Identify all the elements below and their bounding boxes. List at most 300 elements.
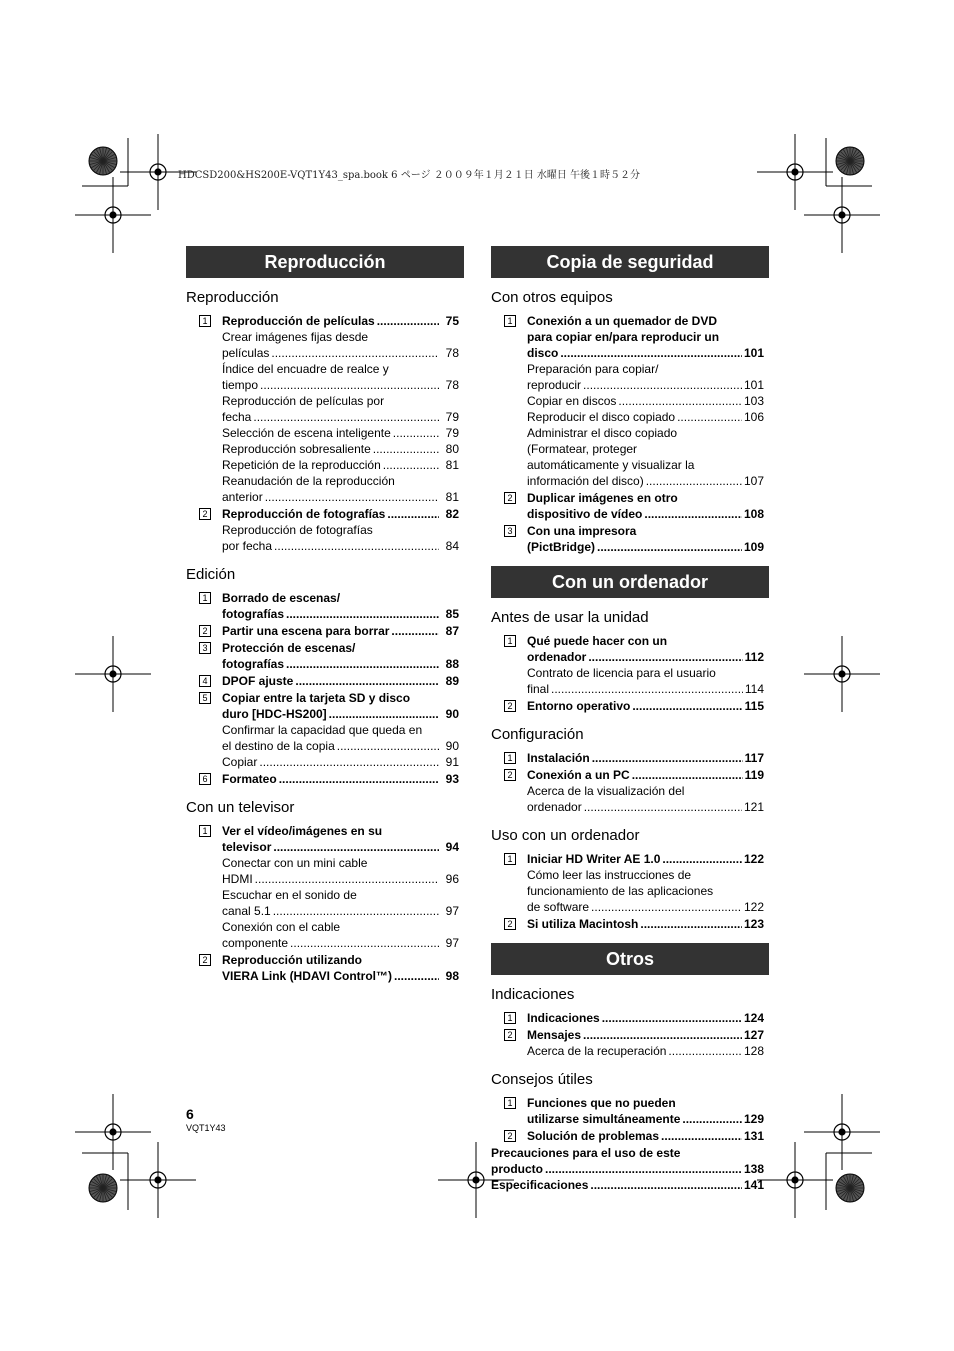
dot-leader [545,1161,742,1177]
toc-entry [186,473,464,489]
toc-entry-title: Preparación para copiar/ [527,362,659,376]
toc-entry-title: reproducir [527,378,582,392]
toc-entry-page: 96 [445,872,459,886]
dot-leader [273,903,439,919]
toc-entry-page: 101 [743,378,764,392]
toc-entry[interactable] [186,839,464,855]
toc-entry-title: Contrato de licencia para el usuario [527,666,716,680]
toc-entry[interactable] [491,851,769,867]
toc-entry-title: Escuchar en el sonido de [222,888,357,902]
toc-entry-title: Con una impresora [527,524,637,538]
dot-leader [640,916,742,932]
dot-leader [602,1010,742,1026]
toc-group [491,750,769,766]
toc-entry-title: Acerca de la visualización del [527,784,685,798]
toc-entry-title: fotografías [222,657,285,671]
toc-entry [186,640,464,656]
toc-entry [186,522,464,538]
dot-leader [583,377,742,393]
toc-entry-page: 114 [744,682,764,696]
item-number-box: 2 [504,1029,516,1041]
item-number-box: 2 [504,700,516,712]
toc-group [491,1027,769,1059]
toc-entry[interactable] [186,313,464,329]
toc-entry-title: ordenador [527,650,587,664]
dot-leader [588,649,742,665]
toc-entry-title: VIERA Link (HDAVI Control™) [222,969,392,983]
toc-entry[interactable] [491,681,769,697]
toc-group [186,640,464,672]
toc-entry-title: Acerca de la recuperación [527,1044,667,1058]
toc-entry-title: automáticamente y visualizar la [527,458,695,472]
toc-entry-title: Copiar entre la tarjeta SD y disco [222,691,411,705]
toc-entry-title: Reproducción de fotografías [222,507,386,521]
toc-entry [491,523,769,539]
toc-entry-page: 88 [445,657,459,671]
toc-entry-title: tiempo [222,378,259,392]
toc-entry[interactable] [491,1177,769,1193]
toc-entry-title: producto [491,1162,543,1176]
toc-entry-title: Crear imágenes fijas desde [222,330,369,344]
toc-entry[interactable] [186,409,464,425]
toc-entry-page: 124 [743,1011,764,1025]
dot-leader [329,706,439,722]
dot-leader [265,489,439,505]
toc-entry-page: 129 [743,1112,764,1126]
toc-group [186,590,464,622]
toc-group [491,1128,769,1144]
toc-entry-page: 94 [445,840,459,854]
toc-entry [491,1095,769,1111]
toc-entry-title: anterior [222,490,263,504]
toc-entry[interactable] [186,754,464,770]
dot-leader [644,506,742,522]
item-number-box: 1 [504,853,516,865]
toc-entry-title: información del disco) [527,474,644,488]
toc-group [491,1095,769,1127]
toc-entry-title: Selección de escena inteligente [222,426,391,440]
subsection-title-con-otros-equipos: Con otros equipos [491,289,613,306]
toc-entry[interactable] [491,767,769,783]
section-heading-otros: Otros [491,943,769,975]
toc-entry-title: Duplicar imágenes en otro [527,491,678,505]
toc-entry [491,441,769,457]
dot-leader [337,738,439,754]
toc-entry [186,952,464,968]
toc-group [186,823,464,951]
toc-entry-title: Índice del encuadre de realce y [222,362,389,376]
toc-entry-title: fotografías [222,607,285,621]
toc-group [186,771,464,787]
toc-entry [186,722,464,738]
toc-entry[interactable] [491,1111,769,1127]
toc-entry-title: componente [222,936,289,950]
toc-group [491,1145,769,1193]
toc-group [186,313,464,505]
toc-entry[interactable] [186,673,464,689]
dot-leader [286,656,439,672]
toc-group [186,952,464,984]
dot-leader [632,767,743,783]
toc-entry-title: dispositivo de vídeo [527,507,643,521]
toc-entry-title: Protección de escenas/ [222,641,356,655]
toc-group [491,916,769,932]
toc-entry-page: 117 [744,751,764,765]
toc-entry-page: 115 [744,699,764,713]
toc-entry-title: Conexión con el cable [222,920,341,934]
toc-group [491,767,769,815]
toc-entry [491,313,769,329]
toc-entry-title: películas [222,346,270,360]
item-number-box: 1 [504,635,516,647]
toc-entry-title: Cómo leer las instrucciones de [527,868,692,882]
item-number-box: 3 [504,525,516,537]
dot-leader [682,1111,742,1127]
toc-entry-title: canal 5.1 [222,904,271,918]
toc-entry-page: 107 [743,474,764,488]
dot-leader [597,539,742,555]
toc-entry-page: 138 [743,1162,764,1176]
toc-group [186,623,464,639]
toc-entry-page: 141 [743,1178,764,1192]
toc-entry-title: (Formatear, proteger [527,442,638,456]
toc-entry[interactable] [491,506,769,522]
toc-group [186,673,464,689]
toc-entry-title: Administrar el disco copiado [527,426,678,440]
toc-entry-page: 87 [445,624,459,638]
toc-entry-title: Partir una escena para borrar [222,624,390,638]
toc-entry[interactable] [491,750,769,766]
subsection-title-uso-con-un-ordenador: Uso con un ordenador [491,827,640,844]
toc-entry-title: Entorno operativo [527,699,631,713]
toc-entry[interactable] [491,1128,769,1144]
toc-entry[interactable] [491,539,769,555]
toc-entry-title: Instalación [527,751,590,765]
toc-entry-title: DPOF ajuste [222,674,294,688]
toc-entry [491,457,769,473]
section-heading-con-un-ordenador: Con un ordenador [491,566,769,598]
toc-entry-page: 131 [743,1129,764,1143]
toc-entry-title: fecha [222,410,252,424]
dot-leader [255,871,439,887]
toc-entry-page: 90 [445,707,459,721]
toc-entry-title: Borrado de escenas/ [222,591,341,605]
item-number-box: 1 [199,825,211,837]
dot-leader [383,457,439,473]
toc-entry-title: Ver el vídeo/imágenes en su [222,824,383,838]
toc-entry[interactable] [491,698,769,714]
toc-entry-page: 109 [743,540,764,554]
toc-entry-page: 119 [744,768,764,782]
dot-leader [632,698,742,714]
toc-entry-title: el destino de la copia [222,739,335,753]
toc-entry [186,823,464,839]
toc-entry-title: Solución de problemas [527,1129,660,1143]
toc-entry-title: Reproducción sobresaliente [222,442,371,456]
toc-entry-page: 78 [445,378,459,392]
toc-entry-title: por fecha [222,539,273,553]
toc-entry-title: utilizarse simultáneamente [527,1112,681,1126]
toc-entry[interactable] [186,738,464,754]
dot-leader [286,606,439,622]
toc-entry[interactable] [186,441,464,457]
toc-entry [186,690,464,706]
toc-entry-page: 128 [743,1044,764,1058]
toc-entry-title: Reproducción de fotografías [222,523,373,537]
toc-entry-page: 80 [445,442,459,456]
toc-entry-title: Copiar [222,755,258,769]
toc-entry[interactable] [186,538,464,554]
item-number-box: 2 [504,492,516,504]
dot-leader [253,409,439,425]
item-number-box: 1 [199,592,211,604]
item-number-box: 2 [199,954,211,966]
toc-entry [491,490,769,506]
toc-entry-page: 122 [743,900,764,914]
toc-entry[interactable] [491,1027,769,1043]
toc-entry[interactable] [491,409,769,425]
dot-leader [661,1128,742,1144]
toc-entry-title: Copiar en discos [527,394,617,408]
toc-entry [186,590,464,606]
toc-entry [491,1145,769,1161]
toc-entry-page: 93 [445,772,459,786]
toc-entry[interactable] [186,871,464,887]
toc-entry-title: Reproducción utilizando [222,953,362,967]
item-number-box: 2 [504,1130,516,1142]
toc-right-column [491,246,769,1194]
item-number-box: 1 [199,315,211,327]
toc-left-column [186,246,464,985]
toc-entry[interactable] [186,935,464,951]
dot-leader [295,673,439,689]
toc-entry-title: Iniciar HD Writer AE 1.0 [527,852,661,866]
toc-entry[interactable] [491,1010,769,1026]
toc-entry-page: 91 [445,755,459,769]
toc-entry [491,633,769,649]
item-number-box: 3 [199,642,211,654]
toc-entry-title: Conectar con un mini cable [222,856,368,870]
toc-entry-title: Indicaciones [527,1011,600,1025]
dot-leader [290,935,439,951]
dot-leader [668,1043,742,1059]
toc-group [491,633,769,697]
item-number-box: 2 [504,769,516,781]
toc-group [491,698,769,714]
subsection-title-edicion: Edición [186,566,236,583]
toc-entry-page: 108 [743,507,764,521]
item-number-box: 1 [504,1012,516,1024]
toc-entry[interactable] [491,899,769,915]
dot-leader [583,1027,742,1043]
toc-entry-title: para copiar en/para reproducir un [527,330,720,344]
toc-entry-title: Conexión a un quemador de DVD [527,314,718,328]
toc-entry [491,867,769,883]
toc-entry-page: 81 [445,458,459,472]
toc-entry[interactable] [186,656,464,672]
toc-entry-page: 122 [743,852,764,866]
toc-entry [491,883,769,899]
toc-entry[interactable] [491,1161,769,1177]
toc-entry-page: 127 [743,1028,764,1042]
toc-entry-title: Reproducir el disco copiado [527,410,676,424]
toc-entry-title: HDMI [222,872,253,886]
toc-entry[interactable] [491,345,769,361]
item-number-box: 2 [199,625,211,637]
toc-entry-title: Repetición de la reproducción [222,458,381,472]
toc-entry-title: (PictBridge) [527,540,596,554]
dot-leader [377,313,439,329]
toc-entry-title: Conexión a un PC [527,768,630,782]
toc-entry-page: 82 [445,507,459,521]
toc-entry[interactable] [186,771,464,787]
subsection-title-indicaciones: Indicaciones [491,986,575,1003]
dot-leader [274,538,439,554]
dot-leader [279,771,439,787]
toc-entry-page: 79 [445,410,459,424]
toc-entry [186,393,464,409]
toc-entry-title: Especificaciones [491,1178,589,1192]
toc-entry-title: Mensajes [527,1028,582,1042]
toc-entry[interactable] [491,393,769,409]
dot-leader [260,377,439,393]
toc-entry [186,855,464,871]
toc-entry-title: Formateo [222,772,277,786]
toc-entry-title: ordenador [527,800,582,814]
toc-entry[interactable] [186,606,464,622]
dot-leader [387,506,439,522]
toc-entry[interactable] [186,506,464,522]
toc-entry-title: de software [527,900,590,914]
toc-entry-title: Reanudación de la reproducción [222,474,395,488]
toc-entry[interactable] [186,425,464,441]
print-header: HDCSD200&HS200E-VQT1Y43_spa.book 6 ページ ２００９年１月２１日 水曜日 午後１時５２分 [178,170,641,181]
toc-entry-page: 90 [445,739,459,753]
toc-group [186,690,464,770]
dot-leader [590,1177,742,1193]
subsection-title-configuracion: Configuración [491,726,584,743]
toc-entry-page: 84 [445,539,459,553]
toc-group [491,490,769,522]
toc-entry-page: 98 [445,969,459,983]
item-number-box: 2 [504,918,516,930]
toc-entry-title: Funciones que no pueden [527,1096,676,1110]
toc-entry-page: 85 [445,607,459,621]
toc-entry[interactable] [186,489,464,505]
dot-leader [551,681,743,697]
item-number-box: 4 [199,675,211,687]
item-number-box: 5 [199,692,211,704]
toc-entry [186,329,464,345]
toc-entry-page: 89 [445,674,459,688]
toc-entry[interactable] [491,799,769,815]
toc-entry[interactable] [186,457,464,473]
dot-leader [560,345,742,361]
toc-entry-page: 103 [743,394,764,408]
dot-leader [646,473,742,489]
toc-entry-page: 112 [744,650,764,664]
toc-entry [186,887,464,903]
toc-entry-title: Qué puede hacer con un [527,634,668,648]
dot-leader [391,623,439,639]
page-number: 6 [186,1106,194,1122]
toc-entry-title: funcionamiento de las aplicaciones [527,884,714,898]
toc-entry-page: 123 [743,917,764,931]
toc-entry-page: 81 [445,490,459,504]
section-heading-reproduccion: Reproducción [186,246,464,278]
dot-leader [618,393,742,409]
toc-entry[interactable] [491,1043,769,1059]
dot-leader [394,968,439,984]
toc-entry[interactable] [491,916,769,932]
dot-leader [393,425,439,441]
toc-entry[interactable] [186,377,464,393]
dot-leader [373,441,439,457]
toc-entry[interactable] [491,473,769,489]
toc-entry [186,919,464,935]
item-number-box: 1 [504,315,516,327]
toc-entry [491,329,769,345]
toc-entry[interactable] [491,649,769,665]
toc-entry[interactable] [186,345,464,361]
subsection-title-consejos-utiles: Consejos útiles [491,1071,593,1088]
toc-entry[interactable] [186,623,464,639]
toc-entry-title: Si utiliza Macintosh [527,917,639,931]
toc-entry[interactable] [186,968,464,984]
toc-entry [491,361,769,377]
toc-entry-title: disco [527,346,559,360]
toc-entry[interactable] [491,377,769,393]
toc-entry-title: duro [HDC-HS200] [222,707,327,721]
toc-entry-title: Confirmar la capacidad que queda en [222,723,423,737]
toc-entry [491,425,769,441]
toc-group [491,523,769,555]
toc-entry-title: televisor [222,840,272,854]
item-number-box: 6 [199,773,211,785]
toc-entry-page: 121 [743,800,764,814]
dot-leader [271,345,439,361]
toc-entry[interactable] [186,903,464,919]
toc-entry [491,783,769,799]
toc-entry-title: Reproducción de películas [222,314,375,328]
item-number-box: 2 [199,508,211,520]
toc-group [491,313,769,489]
dot-leader [273,839,439,855]
toc-entry-title: final [527,682,550,696]
subsection-title-con-un-televisor: Con un televisor [186,799,295,816]
model-code: VQT1Y43 [186,1123,226,1133]
toc-entry [186,361,464,377]
toc-group [491,1010,769,1026]
dot-leader [677,409,742,425]
toc-entry-title: Reproducción de películas por [222,394,385,408]
toc-entry-page: 97 [445,904,459,918]
toc-entry-page: 75 [445,314,459,328]
subsection-title-reproduccion: Reproducción [186,289,279,306]
toc-group [186,506,464,554]
dot-leader [592,750,743,766]
dot-leader [591,899,742,915]
dot-leader [584,799,742,815]
toc-group [491,851,769,915]
toc-entry-title: Precauciones para el uso de este [491,1146,681,1160]
toc-entry-page: 106 [743,410,764,424]
toc-entry [491,665,769,681]
toc-entry-page: 78 [445,346,459,360]
toc-entry-page: 101 [743,346,764,360]
toc-entry-page: 79 [445,426,459,440]
toc-entry[interactable] [186,706,464,722]
